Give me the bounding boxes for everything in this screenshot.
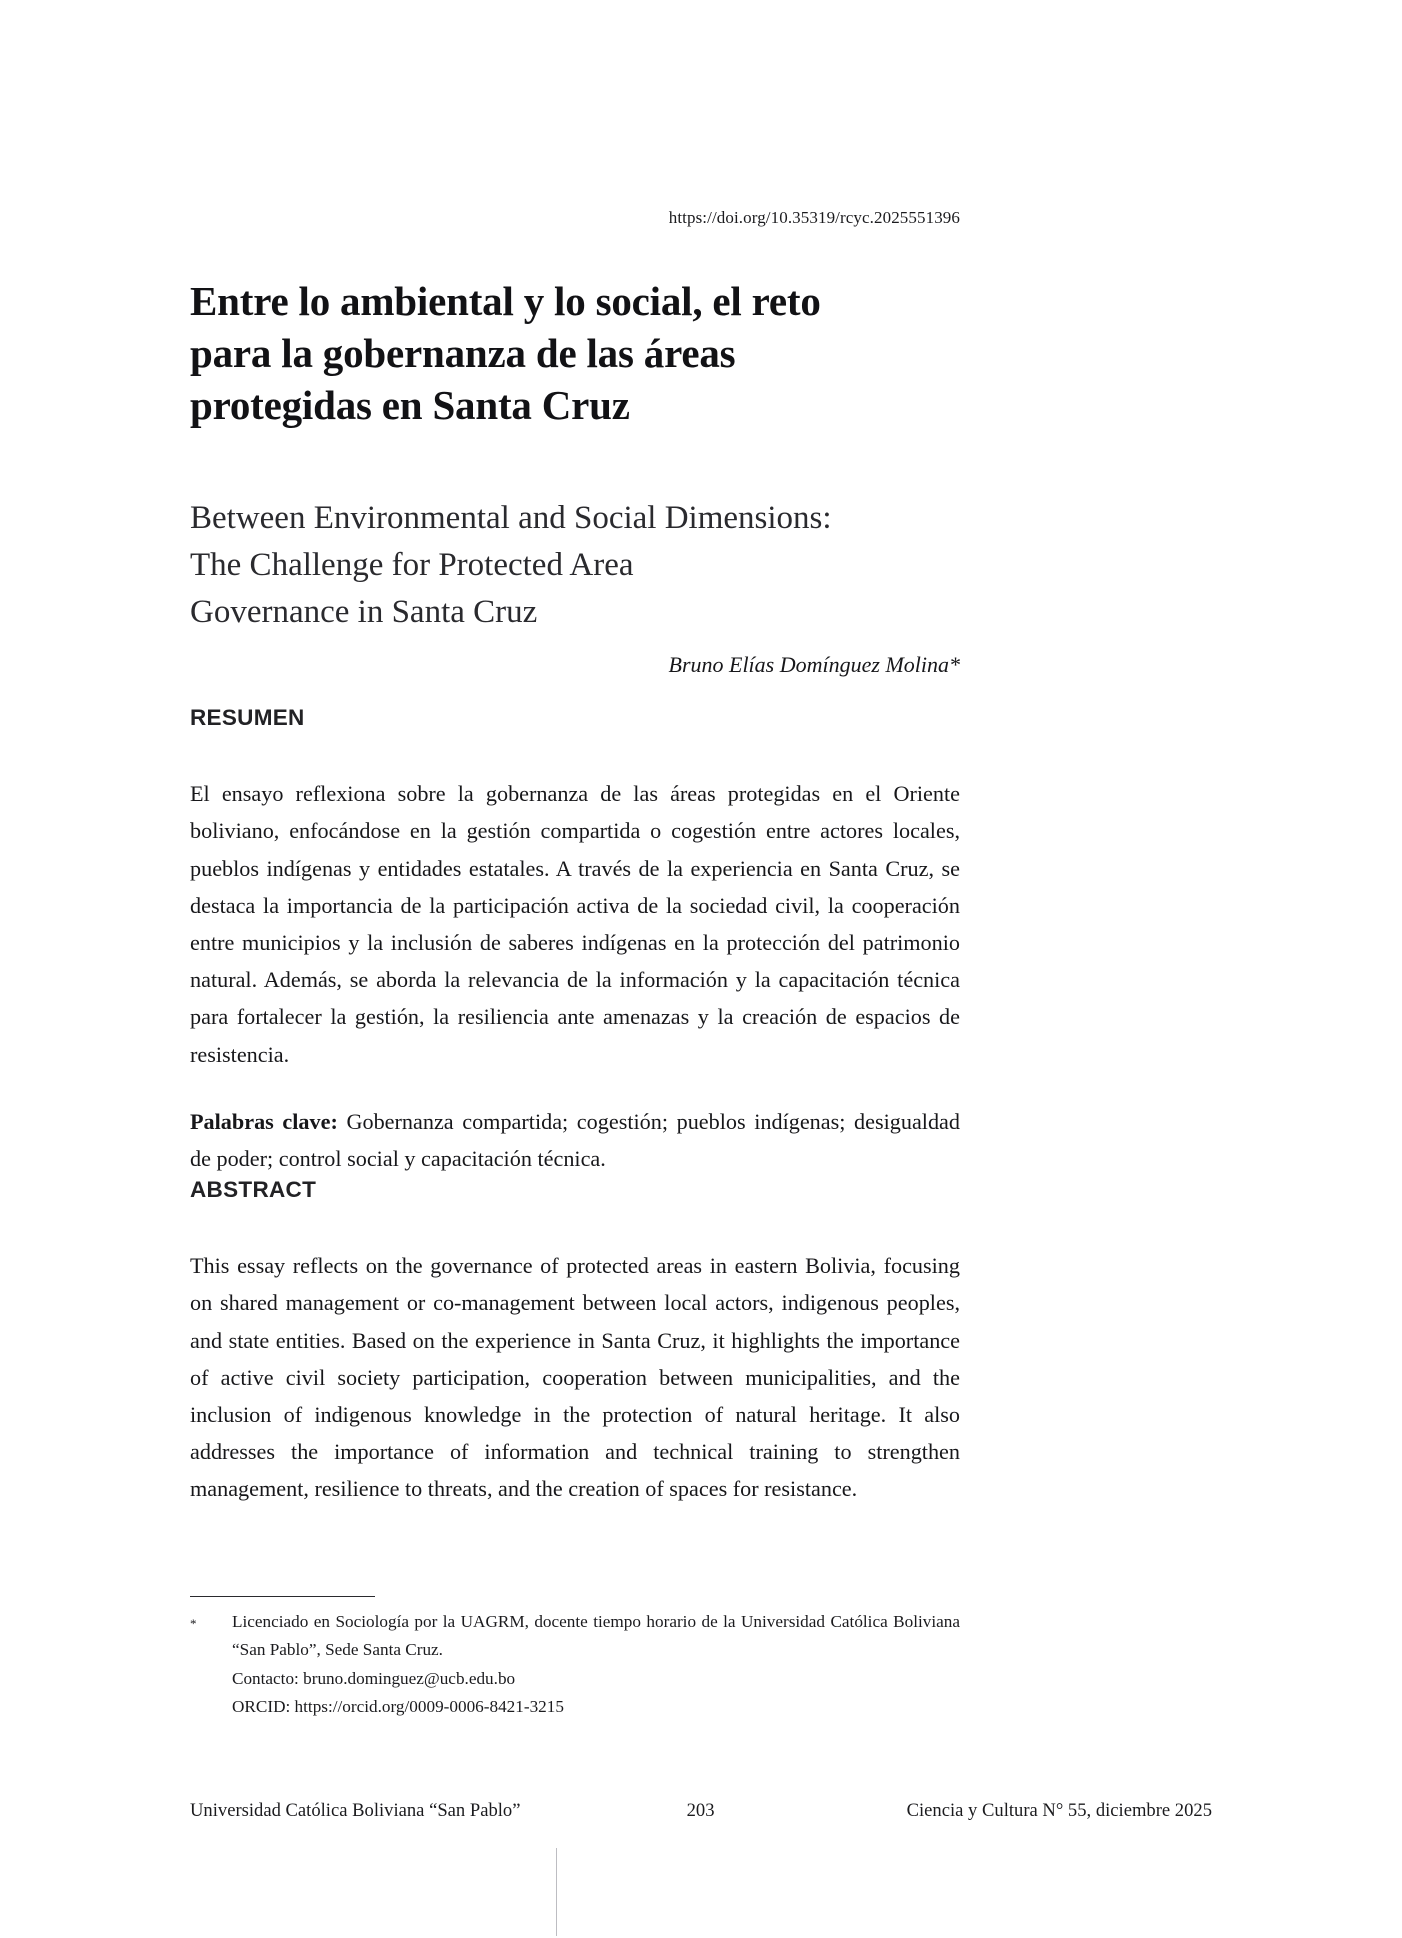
doi-link[interactable]: https://doi.org/10.35319/rcyc.2025551396 — [668, 208, 960, 227]
page-number: 203 — [686, 1800, 715, 1821]
author-footnote-marker[interactable]: * — [949, 652, 960, 677]
title-english-line-1: Between Environmental and Social Dimensions: — [190, 500, 832, 537]
keywords-label: Palabras clave: — [190, 1109, 347, 1135]
doi-line — [190, 208, 960, 228]
footnote-contact[interactable]: Contacto: bruno.dominguez@ucb.edu.bo — [232, 1668, 516, 1688]
footnote-affiliation: Licenciado en Sociología por la UAGRM, docente tiempo horario de la Universidad Católica Boliviana “San Pablo”, Sede Santa Cruz. — [232, 1612, 960, 1660]
page-title-spanish — [190, 275, 960, 431]
keywords-values: Gobernanza compartida; cogestión; pueblos indígenas; desigualdad de poder; control social y capacitación técnica. — [190, 1109, 960, 1172]
page-fold-mark — [556, 1848, 557, 1936]
author-name: Bruno Elías Domínguez Molina — [668, 652, 949, 677]
section-heading-abstract: ABSTRACT — [190, 1177, 317, 1202]
footer-journal-issue: Ciencia y Cultura N° 55, diciembre 2025 — [906, 1800, 1212, 1821]
page-footer — [190, 1800, 1212, 1822]
section-heading-resumen: RESUMEN — [190, 705, 305, 730]
title-spanish-line-2: para la gobernanza de las áreas — [190, 330, 736, 377]
footnote-orcid[interactable]: ORCID: https://orcid.org/0009-0006-8421-3215 — [232, 1697, 564, 1717]
title-spanish-line-3: protegidas en Santa Cruz — [190, 382, 630, 429]
keywords-paragraph — [190, 1103, 960, 1177]
abstract-paragraph: This essay reflects on the governance of protected areas in eastern Bolivia, focusing on shared management or co-management between local actors, indigenous peoples, and state entities. Based on the experience in Santa Cruz, it highlights the importance of active civil society participation, cooperation between municipalities, and the inclusion of indigenous knowledge in the protection of natural heritage. It also addresses the importance of information and technical training to strengthen management, resilience to threats, and the creation of spaces for resistance. — [190, 1253, 960, 1502]
resumen-paragraph: El ensayo reflexiona sobre la gobernanza de las áreas protegidas en el Oriente boliviano, enfocándose en la gestión compartida o cogestión entre actores locales, pueblos indígenas y entidades estatales. A través de la experiencia en Santa Cruz, se destaca la importancia de la participación activa de la sociedad civil, la cooperación entre municipios y la inclusión de saberes indígenas en la protección del patrimonio natural. Además, se aborda la relevancia de la información y la capacitación técnica para fortalecer la gestión, la resiliencia ante amenazas y la creación de espacios de resistencia. — [190, 781, 960, 1067]
title-english-line-2: The Challenge for Protected Area — [190, 547, 634, 584]
title-english-line-3: Governance in Santa Cruz — [190, 594, 538, 631]
author-byline — [190, 652, 960, 678]
footnote-marker: * — [190, 1616, 197, 1631]
page-title-english — [190, 495, 960, 636]
footnote-divider — [190, 1596, 375, 1597]
title-spanish-line-1: Entre lo ambiental y lo social, el reto — [190, 278, 821, 325]
footer-institution: Universidad Católica Boliviana “San Pablo” — [190, 1800, 521, 1821]
footnote-body — [232, 1608, 960, 1722]
footnote-block — [190, 1608, 960, 1722]
